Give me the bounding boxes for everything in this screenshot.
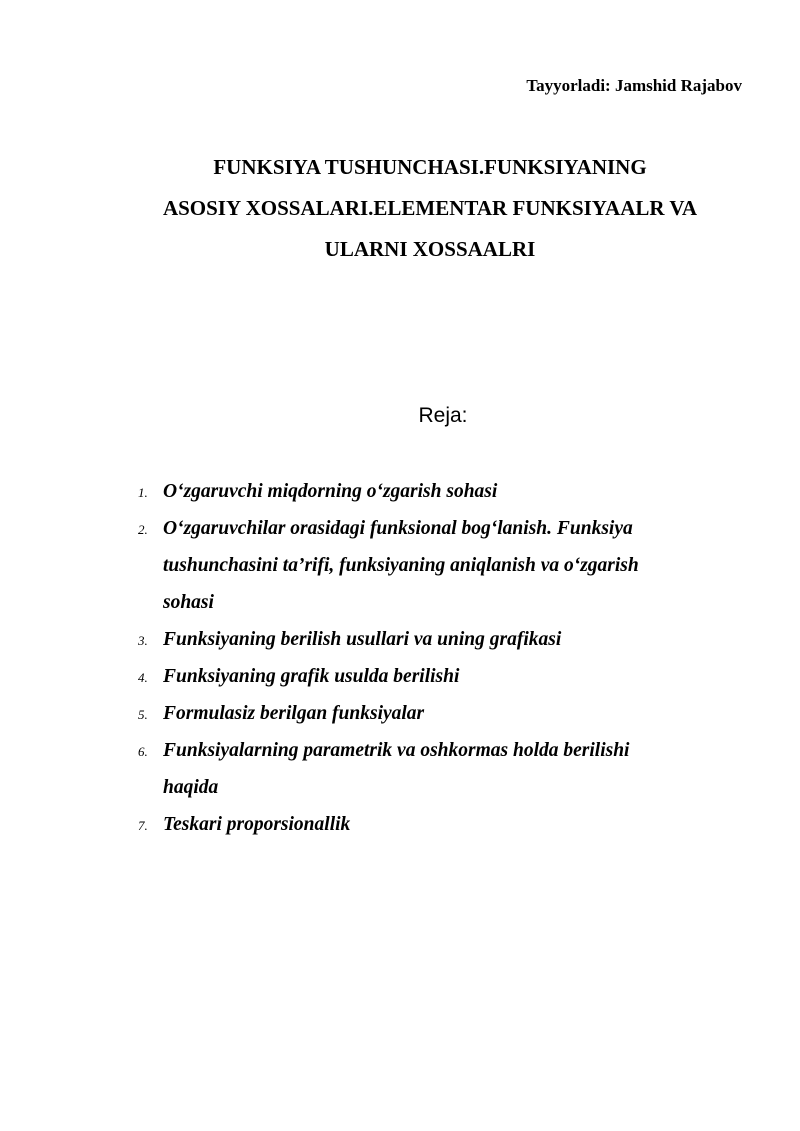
plan-item-line: Funksiyaning grafik usulda berilishi [163,666,460,687]
plan-item [132,621,752,658]
plan-item [132,473,752,510]
document-title [80,147,780,270]
plan-item-text [163,732,752,806]
title-line: ULARNI XOSSAALRI [324,237,536,261]
plan-item-line: O‘zgaruvchi miqdorning o‘zgarish sohasi [163,481,498,502]
plan-item [132,510,752,621]
plan-item-line: haqida [163,777,219,798]
plan-heading: Reja: [418,404,468,427]
plan-list [132,473,752,843]
plan-item-text [163,806,752,843]
plan-item-text [163,695,752,732]
plan-item-line: Funksiyalarning parametrik va oshkormas holda berilishi [163,740,630,761]
plan-item-number: 7. [138,818,148,833]
plan-item [132,658,752,695]
plan-item-number: 6. [138,744,148,759]
plan-item [132,732,752,806]
plan-item-text [163,621,752,658]
plan-item-line: Funksiyaning berilish usullari va uning grafikasi [163,629,562,650]
title-line: FUNKSIYA TUSHUNCHASI.FUNKSIYANING [213,155,647,179]
plan-item-number: 2. [138,522,148,537]
plan-item-line: O‘zgaruvchilar orasidagi funksional bog‘lanish. Funksiya [163,518,633,539]
plan-item-number: 3. [138,633,148,648]
plan-item-line: Teskari proporsionallik [163,814,351,835]
author-line: Tayyorladi: Jamshid Rajabov [526,76,742,95]
plan-item-number: 1. [138,485,148,500]
plan-item-line: sohasi [163,592,214,613]
plan-item [132,806,752,843]
plan-item-text [163,473,752,510]
plan-item [132,695,752,732]
plan-item-line: Formulasiz berilgan funksiyalar [163,703,425,724]
title-line: ASOSIY XOSSALARI.ELEMENTAR FUNKSIYAALR VA [162,196,698,220]
plan-item-number: 4. [138,670,148,685]
plan-item-text [163,510,752,621]
plan-item-line: tushunchasini ta’rifi, funksiyaning aniqlanish va o‘zgarish [163,555,639,576]
plan-item-number: 5. [138,707,148,722]
plan-item-text [163,658,752,695]
